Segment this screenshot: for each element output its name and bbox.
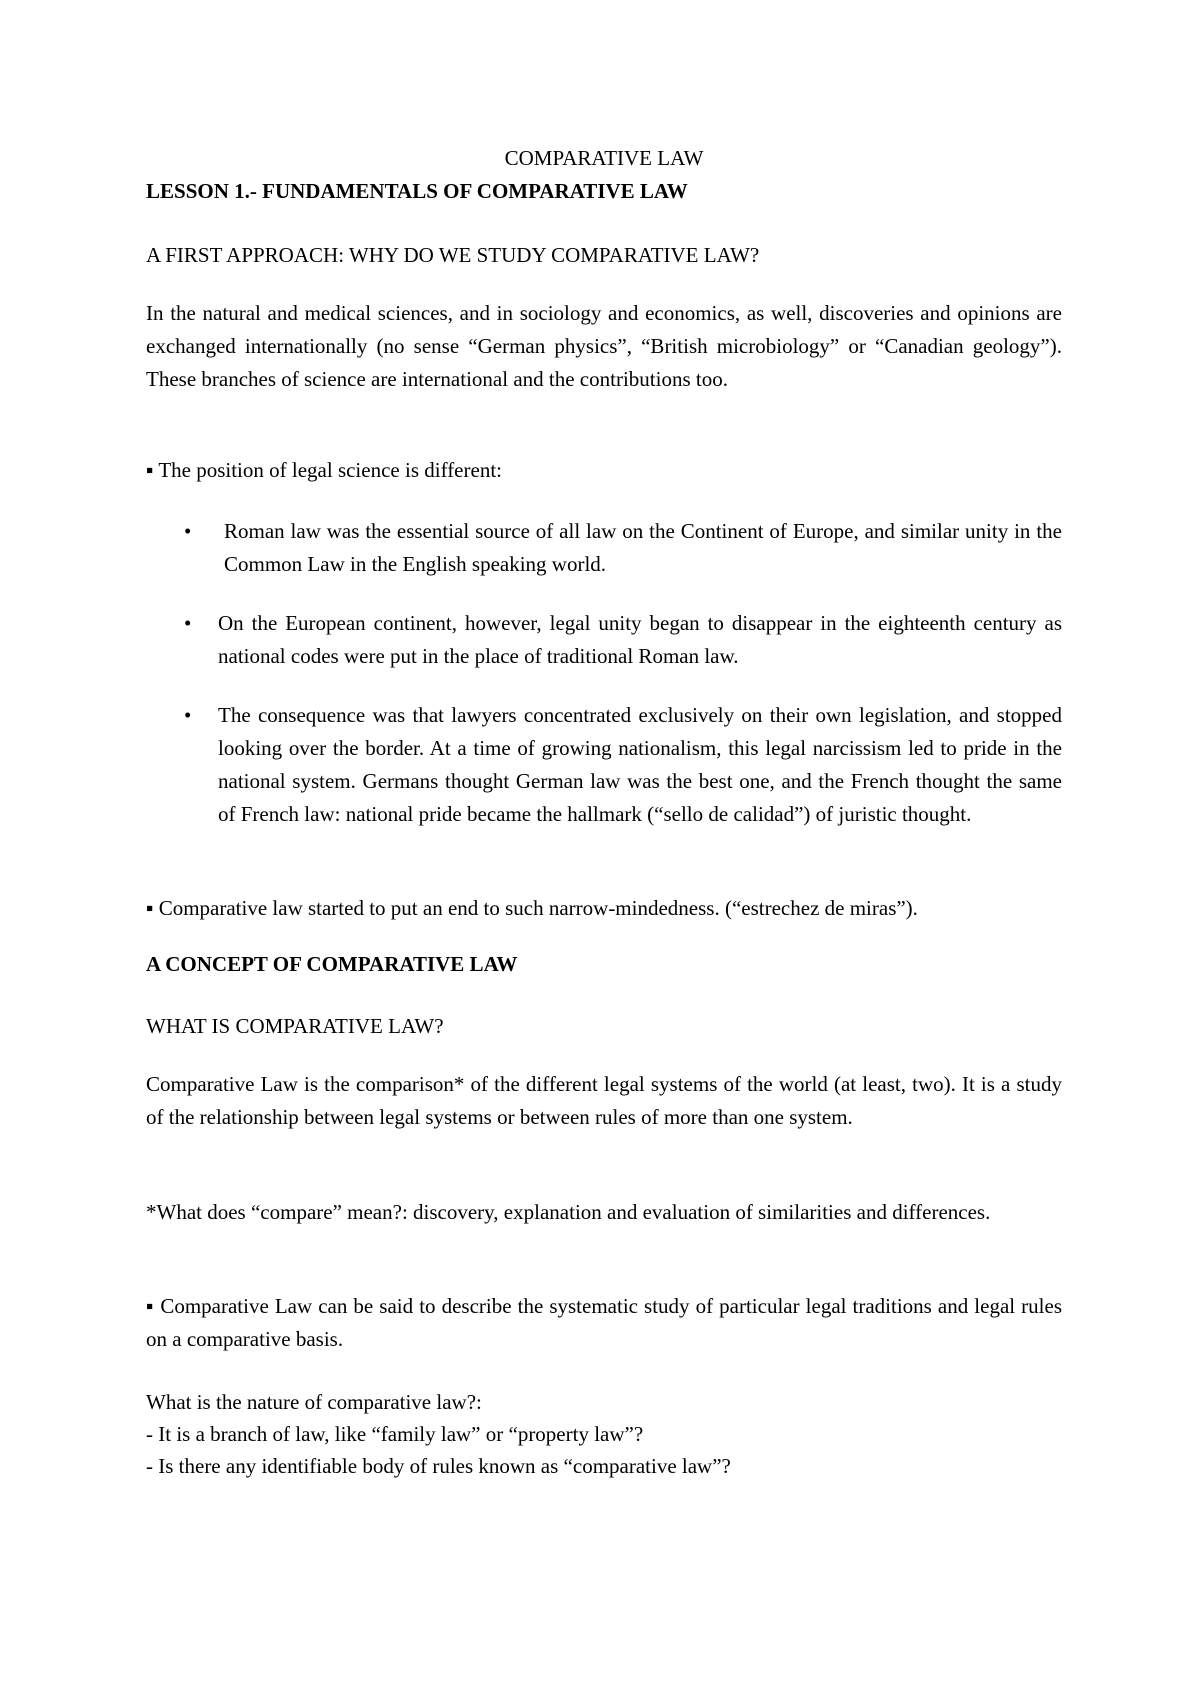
bullet-icon: • [184,703,192,727]
document-title: COMPARATIVE LAW [504,146,704,170]
compare-paragraph: *What does “compare” mean?: discovery, explanation and evaluation of similarities and differences. [146,1200,991,1224]
position-statement: ▪ The position of legal science is different: [146,458,502,482]
what-is-heading: WHAT IS COMPARATIVE LAW? [146,1014,444,1038]
nature-item-body-of-rules: - Is there any identifiable body of rules known as “comparative law”? [146,1454,731,1478]
section-heading-first-approach: A FIRST APPROACH: WHY DO WE STUDY COMPARATIVE LAW? [146,243,760,267]
definition-paragraph: Comparative Law is the comparison* of the different legal systems of the world (at least, two). It is a study of the relationship between legal systems or between rules of more than one system. [146,1072,1062,1129]
nature-item-branch: - It is a branch of law, like “family law” or “property law”? [146,1422,644,1446]
narrow-mindedness-statement: ▪ Comparative law started to put an end to such narrow-mindedness. (“estrechez de miras”). [146,896,918,920]
bullet-text-roman-law: Roman law was the essential source of all law on the Continent of Europe, and similar unity in the Common Law in the English speaking world. [224,519,1062,576]
nature-question: What is the nature of comparative law?: [146,1390,482,1414]
bullet-icon: • [184,519,192,543]
bullet-text-consequence: The consequence was that lawyers concentrated exclusively on their own legislation, and stopped looking over the border. At a time of growing nationalism, this legal narcissism led to pride in the national system. Germans thought German law was the best one, and the French thought the same of French law: national pride became the hallmark (“sello de calidad”) of juristic thought. [218,703,1062,826]
bullet-text-european-continent: On the European continent, however, legal unity began to disappear in the eighteenth century as national codes were put in the place of traditional Roman law. [218,611,1062,668]
lesson-heading: LESSON 1.- FUNDAMENTALS OF COMPARATIVE LAW [146,179,688,203]
describe-paragraph: ▪ Comparative Law can be said to describe the systematic study of particular legal traditions and legal rules on a comparative basis. [146,1294,1062,1351]
section-heading-concept: A CONCEPT OF COMPARATIVE LAW [146,952,518,976]
intro-paragraph: In the natural and medical sciences, and in sociology and economics, as well, discoveries and opinions are exchanged internationally (no sense “German physics”, “British microbiology” or “Canadian geology”). These branches of science are international and the contributions too. [146,301,1062,391]
bullet-icon: • [184,611,192,635]
